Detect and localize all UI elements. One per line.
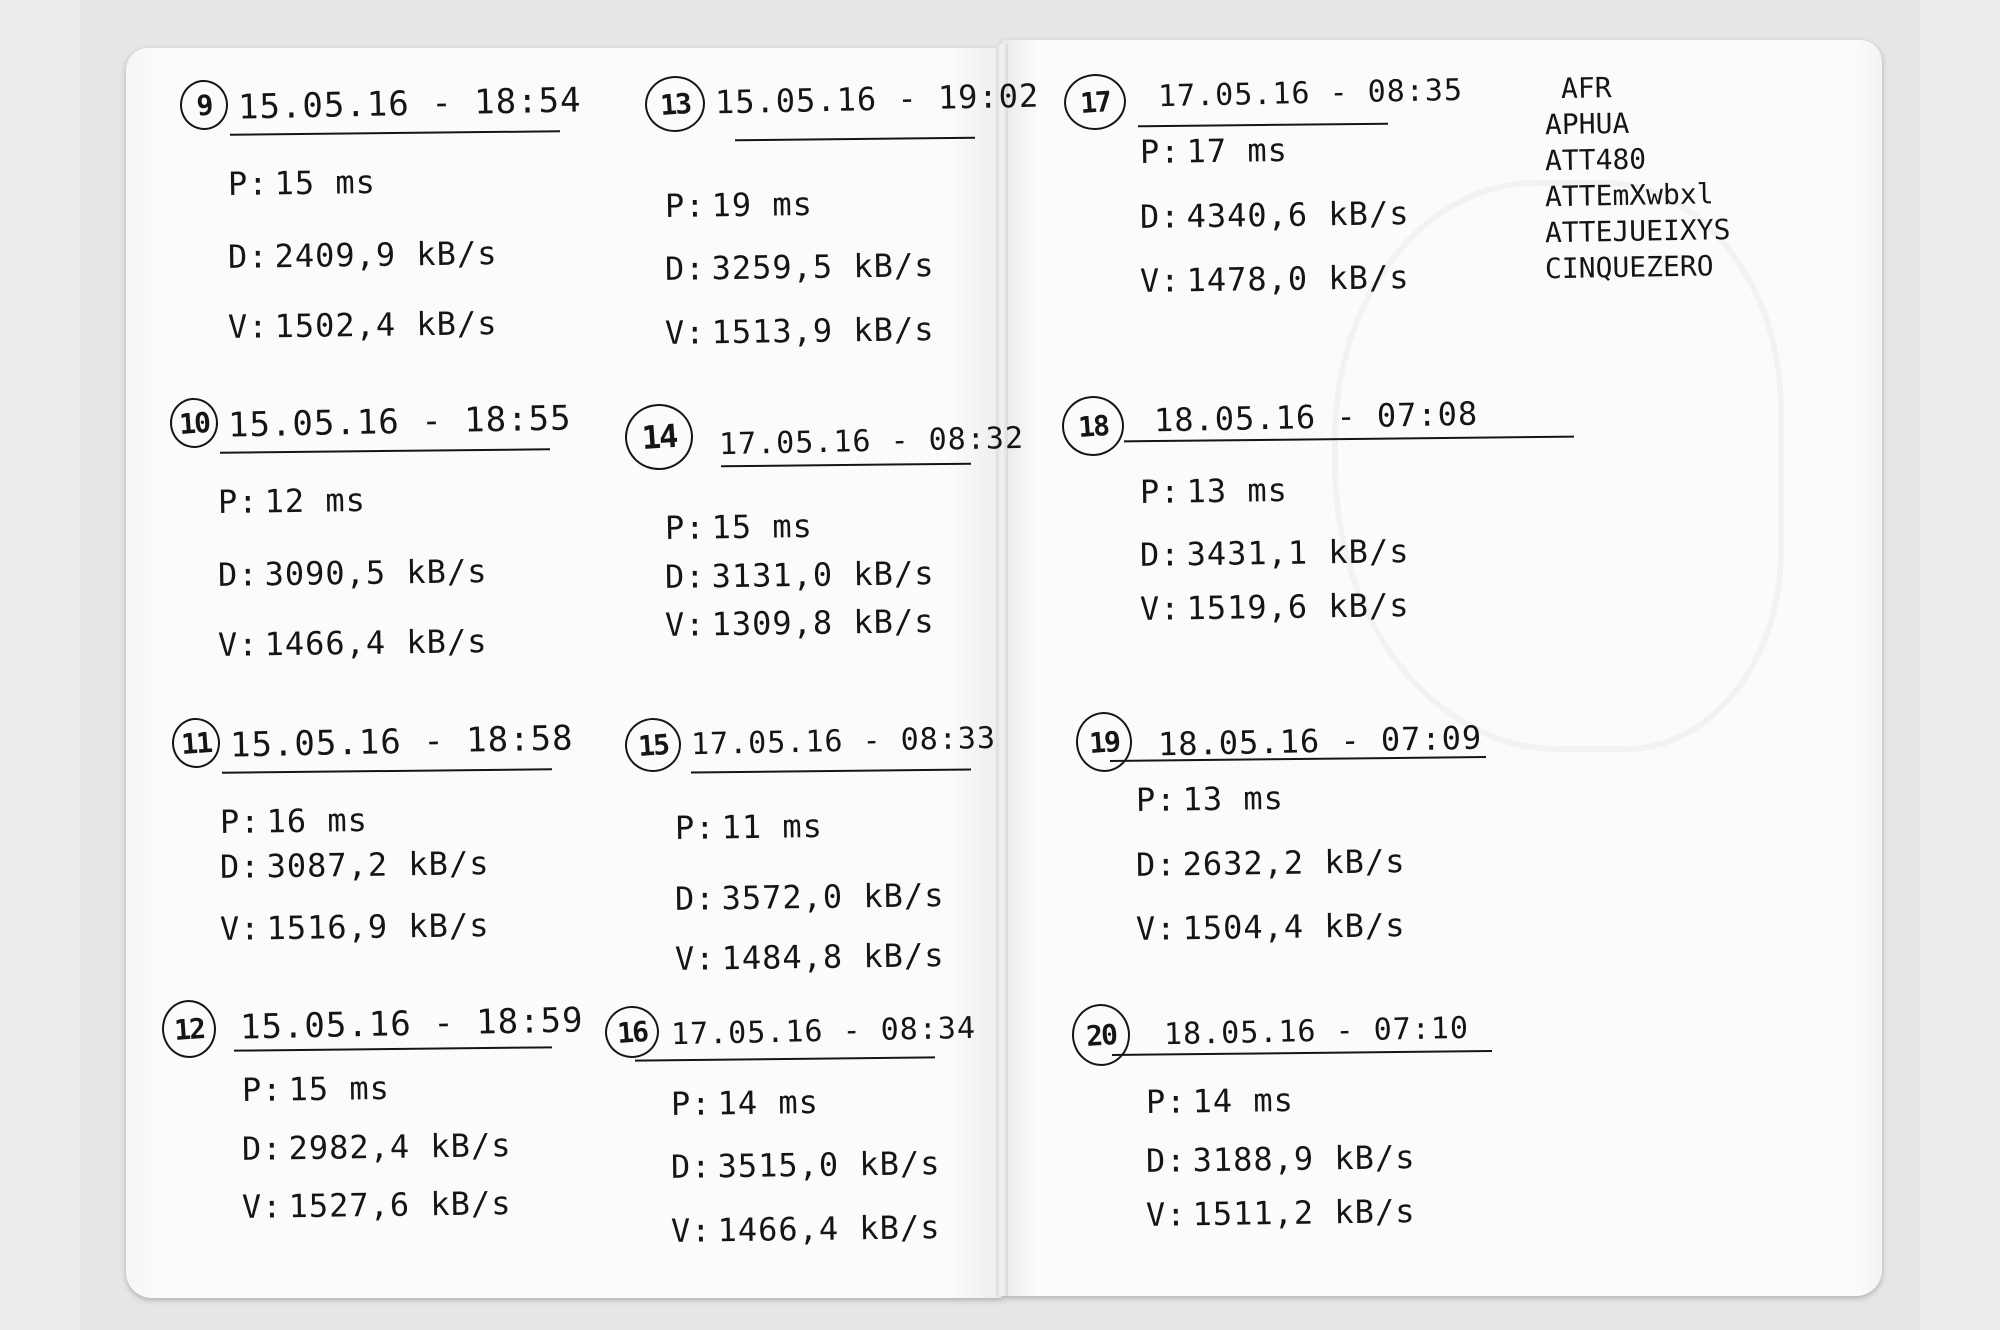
upload-line xyxy=(242,1184,512,1226)
upload-value: 1478,0 kB/s xyxy=(1186,258,1410,300)
ping-value: 17 ms xyxy=(1186,130,1289,171)
datetime-underline xyxy=(721,463,971,468)
ping-label: P: xyxy=(241,1070,283,1110)
entry-number: 16 xyxy=(603,1004,660,1060)
upload-value: 1519,6 kB/s xyxy=(1186,586,1410,628)
ping-line xyxy=(665,507,813,547)
upload-label: V: xyxy=(674,939,716,978)
ping-line xyxy=(671,1083,819,1123)
ping-label: P: xyxy=(674,808,716,848)
ping-label: P: xyxy=(1145,1082,1187,1122)
download-value: 3188,9 kB/s xyxy=(1192,1138,1416,1180)
speedtest-entry-12 xyxy=(162,1000,584,1290)
ping-label: P: xyxy=(1139,132,1181,172)
download-line xyxy=(218,552,488,594)
download-label: D: xyxy=(664,249,706,288)
entry-datetime: 15.05.16 - 18:58 xyxy=(229,718,574,766)
speedtest-entry-13 xyxy=(645,76,1040,366)
speedtest-entry-11 xyxy=(172,718,574,1008)
download-label: D: xyxy=(674,879,716,918)
download-line xyxy=(665,554,935,596)
entry-datetime: 17.05.16 - 08:35 xyxy=(1157,72,1464,115)
upload-line xyxy=(665,310,935,352)
ping-line xyxy=(1140,131,1288,171)
entry-datetime: 18.05.16 - 07:09 xyxy=(1157,718,1483,764)
datetime-underline xyxy=(234,1046,552,1051)
ping-line xyxy=(220,801,368,841)
speedtest-entry-17 xyxy=(1064,72,1464,364)
upload-value: 1511,2 kB/s xyxy=(1192,1192,1416,1234)
entry-number: 14 xyxy=(623,402,695,473)
download-line xyxy=(228,234,498,276)
entry-datetime: 17.05.16 - 08:34 xyxy=(670,1010,977,1053)
upload-value: 1466,4 kB/s xyxy=(717,1208,941,1250)
entry-datetime: 15.05.16 - 19:02 xyxy=(714,76,1040,122)
entry-number: 15 xyxy=(623,716,683,774)
entry-datetime: 17.05.16 - 08:33 xyxy=(690,720,997,763)
upload-value: 1484,8 kB/s xyxy=(721,936,945,978)
speedtest-entry-16 xyxy=(605,1006,985,1296)
download-line xyxy=(675,876,945,918)
ping-value: 19 ms xyxy=(711,184,814,225)
download-value: 3572,0 kB/s xyxy=(721,876,945,918)
download-value: 3087,2 kB/s xyxy=(266,844,490,886)
download-value: 3431,1 kB/s xyxy=(1186,532,1410,574)
speedtest-entry-10 xyxy=(170,398,572,688)
entry-number: 9 xyxy=(178,78,229,131)
wifi-network-name: ATT480 xyxy=(1544,142,1647,178)
ping-line xyxy=(1146,1081,1294,1121)
upload-line xyxy=(220,906,490,948)
ping-line xyxy=(218,481,366,521)
entry-datetime: 15.05.16 - 18:54 xyxy=(237,80,582,128)
entry-datetime: 18.05.16 - 07:08 xyxy=(1153,394,1479,440)
entry-datetime: 17.05.16 - 08:32 xyxy=(718,420,1025,463)
download-line xyxy=(665,246,935,288)
entry-datetime: 15.05.16 - 18:59 xyxy=(239,1000,584,1048)
datetime-underline xyxy=(230,130,560,135)
speedtest-entry-14 xyxy=(625,404,1025,694)
download-label: D: xyxy=(664,557,706,596)
download-value: 2632,2 kB/s xyxy=(1182,842,1406,884)
download-line xyxy=(1140,532,1410,574)
ping-value: 11 ms xyxy=(721,806,824,847)
speedtest-entry-18 xyxy=(1062,396,1522,686)
upload-label: V: xyxy=(227,307,269,346)
upload-line xyxy=(671,1208,941,1250)
upload-line xyxy=(1140,586,1410,628)
download-label: D: xyxy=(219,847,261,886)
ping-value: 15 ms xyxy=(274,162,377,203)
entry-number: 10 xyxy=(168,396,219,449)
speedtest-entry-15 xyxy=(625,718,997,1008)
entry-number: 19 xyxy=(1074,710,1134,774)
download-value: 3259,5 kB/s xyxy=(711,246,935,288)
datetime-underline xyxy=(220,448,550,453)
upload-label: V: xyxy=(664,313,706,352)
entry-number: 11 xyxy=(170,716,221,769)
upload-label: V: xyxy=(664,605,706,644)
ping-label: P: xyxy=(664,186,706,226)
ping-label: P: xyxy=(217,482,259,522)
upload-line xyxy=(1146,1192,1416,1234)
download-line xyxy=(1140,194,1410,236)
entry-datetime: 15.05.16 - 18:55 xyxy=(227,398,572,446)
entry-datetime: 18.05.16 - 07:10 xyxy=(1163,1010,1470,1053)
upload-label: V: xyxy=(1139,589,1181,628)
ping-label: P: xyxy=(219,802,261,842)
download-label: D: xyxy=(670,1147,712,1186)
upload-label: V: xyxy=(1145,1195,1187,1234)
ping-value: 13 ms xyxy=(1186,470,1289,511)
download-line xyxy=(1146,1138,1416,1180)
ping-line xyxy=(228,163,376,203)
upload-label: V: xyxy=(217,625,259,664)
upload-label: V: xyxy=(219,909,261,948)
ping-label: P: xyxy=(664,508,706,548)
datetime-underline xyxy=(691,769,971,774)
ping-label: P: xyxy=(670,1084,712,1124)
ping-line xyxy=(1136,779,1284,819)
upload-label: V: xyxy=(1139,261,1181,300)
upload-line xyxy=(218,622,488,664)
entry-number: 12 xyxy=(160,998,218,1060)
wifi-network-name: ATTEmXwbxl xyxy=(1544,177,1714,214)
upload-value: 1504,4 kB/s xyxy=(1182,906,1406,948)
download-label: D: xyxy=(1139,197,1181,236)
download-line xyxy=(242,1126,512,1168)
upload-line xyxy=(665,602,935,644)
upload-value: 1513,9 kB/s xyxy=(711,310,935,352)
download-label: D: xyxy=(1135,845,1177,884)
download-line xyxy=(671,1144,941,1186)
upload-value: 1527,6 kB/s xyxy=(288,1184,512,1226)
download-value: 2982,4 kB/s xyxy=(288,1126,512,1168)
ping-label: P: xyxy=(1139,472,1181,512)
wifi-network-list xyxy=(1545,70,1805,286)
download-line xyxy=(220,844,490,886)
upload-label: V: xyxy=(241,1187,283,1226)
upload-value: 1516,9 kB/s xyxy=(266,906,490,948)
entry-number: 18 xyxy=(1060,394,1126,458)
ping-value: 15 ms xyxy=(288,1068,391,1109)
upload-line xyxy=(1140,258,1410,300)
wifi-network-name: CINQUEZERO xyxy=(1544,249,1714,286)
datetime-underline xyxy=(735,137,975,142)
wifi-network-name: AFR xyxy=(1560,71,1612,105)
ping-line xyxy=(1140,471,1288,511)
download-label: D: xyxy=(1139,535,1181,574)
upload-label: V: xyxy=(1135,909,1177,948)
speedtest-entry-20 xyxy=(1072,1004,1502,1294)
ping-line xyxy=(675,807,823,847)
download-line xyxy=(1136,842,1406,884)
upload-value: 1502,4 kB/s xyxy=(274,304,498,346)
download-label: D: xyxy=(1145,1141,1187,1180)
ping-line xyxy=(242,1069,390,1109)
ping-value: 13 ms xyxy=(1182,778,1285,819)
notebook-spine xyxy=(996,44,1008,1296)
download-value: 3090,5 kB/s xyxy=(264,552,488,594)
datetime-underline xyxy=(1138,123,1388,128)
download-value: 3515,0 kB/s xyxy=(717,1144,941,1186)
ping-value: 14 ms xyxy=(717,1082,820,1123)
upload-value: 1466,4 kB/s xyxy=(264,622,488,664)
upload-value: 1309,8 kB/s xyxy=(711,602,935,644)
upload-line xyxy=(228,304,498,346)
wifi-network-name: APHUA xyxy=(1544,106,1630,142)
entry-number: 20 xyxy=(1070,1002,1132,1068)
ping-label: P: xyxy=(227,164,269,204)
ping-value: 14 ms xyxy=(1192,1080,1295,1121)
ping-label: P: xyxy=(1135,780,1177,820)
download-label: D: xyxy=(217,555,259,594)
upload-line xyxy=(675,936,945,978)
ping-value: 16 ms xyxy=(266,800,369,841)
download-value: 4340,6 kB/s xyxy=(1186,194,1410,236)
ping-line xyxy=(665,185,813,225)
ping-value: 15 ms xyxy=(711,506,814,547)
upload-label: V: xyxy=(670,1211,712,1250)
entry-number: 17 xyxy=(1062,72,1128,132)
speedtest-entry-9 xyxy=(180,80,582,370)
speedtest-entry-19 xyxy=(1076,712,1496,1002)
entry-number: 13 xyxy=(643,74,707,134)
download-value: 2409,9 kB/s xyxy=(274,234,498,276)
ping-value: 12 ms xyxy=(264,480,367,521)
datetime-underline xyxy=(222,768,552,773)
datetime-underline xyxy=(635,1056,935,1061)
download-label: D: xyxy=(227,237,269,276)
download-label: D: xyxy=(241,1129,283,1168)
download-value: 3131,0 kB/s xyxy=(711,554,935,596)
wifi-network-name: ATTEJUEIXYS xyxy=(1544,213,1731,250)
upload-line xyxy=(1136,906,1406,948)
